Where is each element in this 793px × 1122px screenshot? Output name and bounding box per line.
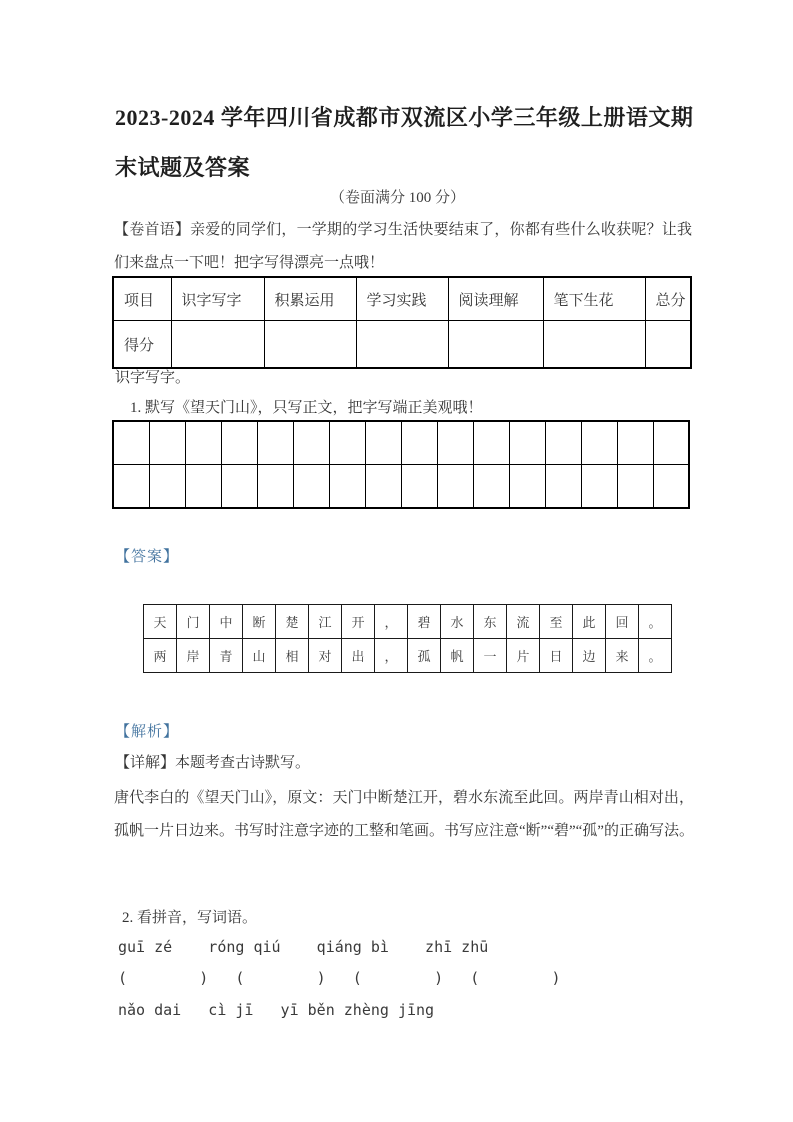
page-title-line1: 2023-2024 学年四川省成都市双流区小学三年级上册语文期 xyxy=(115,105,694,130)
question-2: 2. 看拼音，写词语。 xyxy=(122,910,258,926)
writing-grid-cell xyxy=(581,421,617,465)
writing-grid-cell xyxy=(329,465,365,509)
score-blank-cell xyxy=(448,321,543,369)
writing-grid-cell xyxy=(401,465,437,509)
writing-grid-cell xyxy=(185,465,221,509)
score-row-label-cell: 得分 xyxy=(113,321,171,369)
full-score-note: （卷面满分 100 分） xyxy=(329,190,465,206)
answer-grid-cell: ， xyxy=(375,605,408,639)
writing-grid-cell xyxy=(221,421,257,465)
writing-grid-cell xyxy=(437,421,473,465)
writing-grid-cell xyxy=(653,421,689,465)
writing-grid-cell xyxy=(617,465,653,509)
answer-grid-cell: 山 xyxy=(243,639,276,673)
analysis-paragraph: 唐代李白的《望天门山》，原文：天门中断楚江开，碧水东流至此回。两岸青山相对出，孤帆一片日边来。书写时注意字迹的工整和笔画。书写应注意“断”“碧”“孤”的正确写法。 xyxy=(114,790,694,839)
writing-grid-cell xyxy=(293,465,329,509)
writing-grid-cell xyxy=(473,465,509,509)
writing-grid-cell xyxy=(653,465,689,509)
writing-grid-cell xyxy=(257,465,293,509)
answer-grid-cell: 边 xyxy=(573,639,606,673)
writing-grid-cell xyxy=(545,465,581,509)
writing-grid-cell xyxy=(365,465,401,509)
page-title-line2: 末试题及答案 xyxy=(115,155,251,180)
answer-grid-cell: 一 xyxy=(474,639,507,673)
writing-grid-cell xyxy=(437,465,473,509)
answer-grid-cell: 楚 xyxy=(276,605,309,639)
question-1: 1. 默写《望天门山》，只写正文，把字写端正美观哦！ xyxy=(130,400,483,416)
answer-grid-cell: 碧 xyxy=(408,605,441,639)
answer-grid-cell: 。 xyxy=(639,639,672,673)
answer-grid-cell: 此 xyxy=(573,605,606,639)
preface-paragraph: 【卷首语】亲爱的同学们，一学期的学习生活快要结束了，你都有些什么收获呢？让我们来盘点一下吧！把字写得漂亮一点哦！ xyxy=(114,222,692,271)
answer-grid-cell: 。 xyxy=(639,605,672,639)
answer-grid-cell: 两 xyxy=(144,639,177,673)
answer-grid-cell: 东 xyxy=(474,605,507,639)
writing-grid-cell xyxy=(473,421,509,465)
answer-grid-cell: 中 xyxy=(210,605,243,639)
writing-grid-cell xyxy=(221,465,257,509)
writing-grid-cell xyxy=(185,421,221,465)
answer-grid-cell: 孤 xyxy=(408,639,441,673)
answer-blanks-line: ( ) ( ) ( ) ( ) xyxy=(118,969,561,987)
score-header-cell: 阅读理解 xyxy=(448,277,543,321)
score-blank-cell xyxy=(264,321,356,369)
answer-grid-cell: 天 xyxy=(144,605,177,639)
answer-grid-cell: 门 xyxy=(177,605,210,639)
answer-grid-cell: 片 xyxy=(507,639,540,673)
writing-grid-cell xyxy=(545,421,581,465)
score-header-cell: 总分 xyxy=(645,277,691,321)
answer-grid-cell: 来 xyxy=(606,639,639,673)
writing-grid-cell xyxy=(149,421,185,465)
score-blank-cell xyxy=(356,321,448,369)
score-header-cell: 学习实践 xyxy=(356,277,448,321)
answer-grid-cell: 对 xyxy=(309,639,342,673)
pinyin-line-2: nǎo dai cì jī yī běn zhèng jīng xyxy=(118,1001,435,1019)
writing-grid-cell xyxy=(509,421,545,465)
writing-grid-cell xyxy=(257,421,293,465)
answer-grid-cell: 日 xyxy=(540,639,573,673)
answer-grid-cell: 开 xyxy=(342,605,375,639)
answer-grid-cell: 江 xyxy=(309,605,342,639)
score-blank-cell xyxy=(171,321,264,369)
answer-grid-cell: 出 xyxy=(342,639,375,673)
score-header-cell: 识字写字 xyxy=(171,277,264,321)
score-blank-cell xyxy=(645,321,691,369)
answer-grid-cell: 流 xyxy=(507,605,540,639)
answer-grid-cell: 水 xyxy=(441,605,474,639)
writing-grid-cell xyxy=(113,421,149,465)
answer-grid-cell: 岸 xyxy=(177,639,210,673)
writing-grid-cell xyxy=(509,465,545,509)
score-summary-table xyxy=(112,276,692,369)
writing-grid-cell xyxy=(293,421,329,465)
score-header-cell: 积累运用 xyxy=(264,277,356,321)
writing-grid-cell xyxy=(365,421,401,465)
score-header-cell: 笔下生花 xyxy=(543,277,645,321)
answer-grid-cell: 帆 xyxy=(441,639,474,673)
analysis-detail-note: 【详解】本题考查古诗默写。 xyxy=(115,755,311,771)
answer-label: 【答案】 xyxy=(115,549,180,565)
score-table-value-row xyxy=(113,321,691,369)
analysis-label: 【解析】 xyxy=(115,724,180,740)
score-table-header-row xyxy=(113,277,691,321)
writing-grid-cell xyxy=(329,421,365,465)
answer-grid-cell: 回 xyxy=(606,605,639,639)
page-title xyxy=(115,93,695,193)
score-blank-cell xyxy=(543,321,645,369)
writing-grid-cell xyxy=(401,421,437,465)
answer-grid-cell: ， xyxy=(375,639,408,673)
answer-grid-cell: 青 xyxy=(210,639,243,673)
writing-practice-grid xyxy=(112,420,690,509)
writing-grid-cell xyxy=(581,465,617,509)
pinyin-line-1: guī zé róng qiú qiáng bì zhī zhū xyxy=(118,938,489,956)
answer-grid-cell: 相 xyxy=(276,639,309,673)
answer-grid-cell: 断 xyxy=(243,605,276,639)
writing-grid-cell xyxy=(113,465,149,509)
score-header-cell: 项目 xyxy=(113,277,171,321)
writing-grid-cell xyxy=(617,421,653,465)
section1-heading: 识字写字。 xyxy=(115,370,191,386)
answer-grid-cell: 至 xyxy=(540,605,573,639)
writing-grid-cell xyxy=(149,465,185,509)
answer-poem-grid xyxy=(143,604,672,673)
